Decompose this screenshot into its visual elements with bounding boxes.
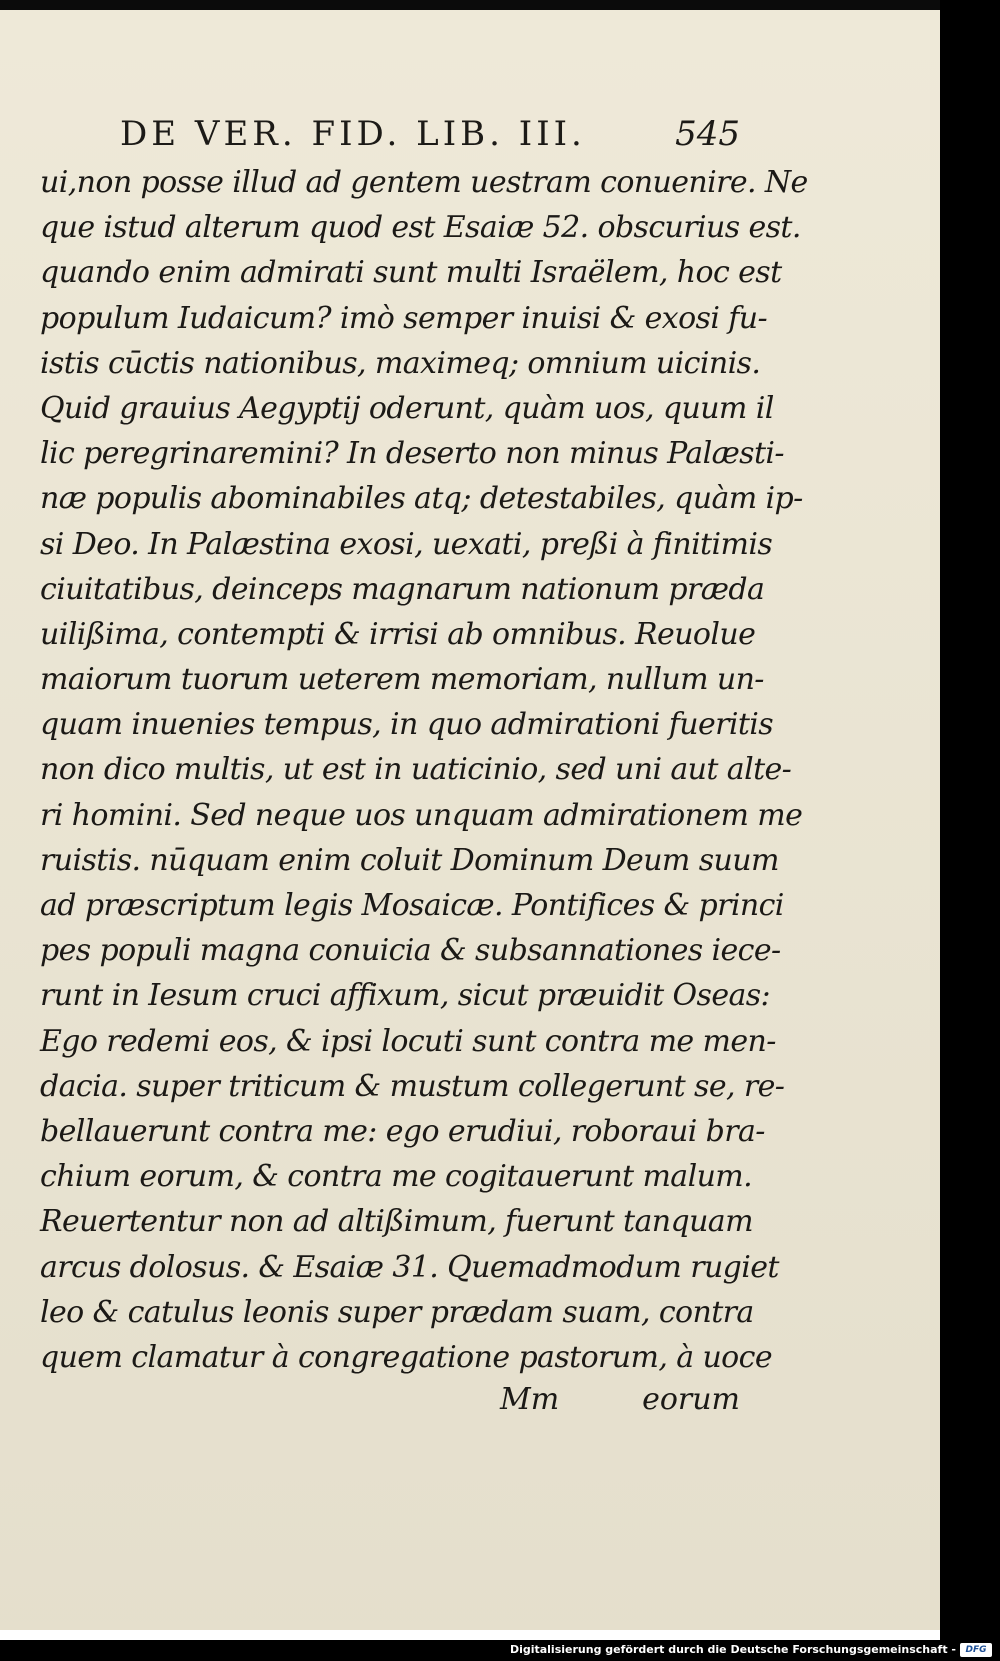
dfg-logo-icon <box>960 1643 992 1657</box>
text-line: ruistis. nūquam enim coluit Dominum Deum suum <box>40 842 779 878</box>
body-text <box>40 160 808 1380</box>
text-line: que istud alterum quod est Esaiæ 52. obscurius est. <box>40 210 801 246</box>
page-number: 545 <box>675 114 740 154</box>
running-title: DE VER. FID. LIB. III. <box>120 114 586 154</box>
text-line: maiorum tuorum ueterem memoriam, nullum un- <box>40 662 764 698</box>
text-line: dacia. super triticum & mustum collegerunt se, re- <box>40 1068 785 1104</box>
text-line: quam inuenies tempus, in quo admirationi fueritis <box>40 707 774 743</box>
text-line: ad præscriptum legis Mosaicæ. Pontifices & princi <box>40 888 784 923</box>
text-line: si Deo. In Palæstina exosi, uexati, preßi à finitimis <box>40 526 773 562</box>
text-line: leo & catulus leonis super prædam suam, contra <box>40 1294 754 1330</box>
text-line: quem clamatur à congregatione pastorum, à uoce <box>40 1339 772 1375</box>
text-line: quando enim admirati sunt multi Israëlem, hoc est <box>40 255 782 291</box>
text-line: arcus dolosus. & Esaiæ 31. Quemadmodum rugiet <box>40 1249 779 1285</box>
text-line: pes populi magna conuicia & subsannationes iece- <box>40 933 781 969</box>
page-header <box>120 108 750 158</box>
text-line: non dico multis, ut est in uaticinio, sed uni aut alte- <box>40 752 792 788</box>
text-line: Ego redemi eos, & ipsi locuti sunt contra me men- <box>40 1023 776 1059</box>
catchword: eorum <box>642 1382 740 1417</box>
scan-right-edge <box>940 0 1000 1640</box>
text-line: populum Iudaicum? imò semper inuisi & exosi fu- <box>40 300 768 336</box>
text-line: bellauerunt contra me: ego erudiui, roboraui bra- <box>40 1113 765 1149</box>
text-line: ciuitatibus, deinceps magnarum nationum præda <box>40 571 765 607</box>
text-line: ui,non posse illud ad gentem uestram conuenire. Ne <box>40 165 808 200</box>
page-footer <box>40 1382 740 1428</box>
text-line: chium eorum, & contra me cogitauerunt malum. <box>40 1159 753 1195</box>
signature-mark: Mm <box>500 1382 560 1417</box>
text-line: uilißima, contempti & irrisi ab omnibus. Reuolue <box>40 616 756 652</box>
text-line: runt in Iesum cruci affixum, sicut præuidit Oseas: <box>40 978 771 1014</box>
book-page <box>0 10 940 1630</box>
text-line: Quid grauius Aegyptij oderunt, quàm uos, quum il <box>40 390 774 426</box>
text-line: ri homini. Sed neque uos unquam admirationem me <box>40 797 803 833</box>
text-line: lic peregrinaremini? In deserto non minus Palæsti- <box>40 436 784 472</box>
text-line: Reuertentur non ad altißimum, fuerunt tanquam <box>40 1204 753 1240</box>
dfg-banner <box>0 1640 1000 1661</box>
text-line: istis cūctis nationibus, maximeq; omnium uicinis. <box>40 345 761 381</box>
dfg-logo-label: DFG <box>965 1645 987 1655</box>
dfg-banner-text: Digitalisierung gefördert durch die Deutsche Forschungsgemeinschaft - <box>509 1643 956 1656</box>
text-line: næ populis abominabiles atq; detestabiles, quàm ip- <box>40 481 803 517</box>
